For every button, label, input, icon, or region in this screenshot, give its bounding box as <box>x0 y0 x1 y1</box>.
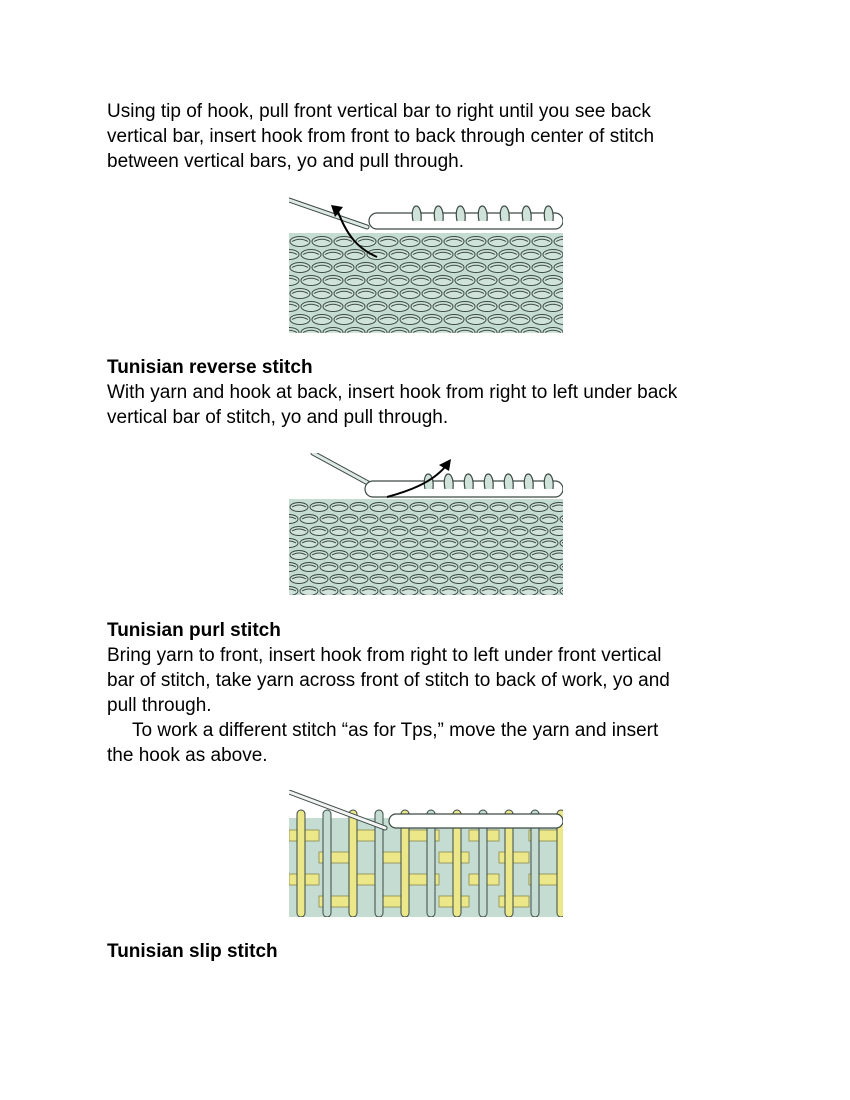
section-heading-purl-stitch: Tunisian purl stitch <box>107 620 281 641</box>
paragraph-line: vertical bar of stitch, yo and pull through. <box>107 407 449 428</box>
paragraph-line: To work a different stitch “as for Tps,” move the yarn and insert <box>132 720 659 741</box>
paragraph-line: With yarn and hook at back, insert hook from right to left under back <box>107 382 678 403</box>
reverse-stitch-paragraph <box>107 380 747 430</box>
intro-line: vertical bar, insert hook from front to back through center of stitch <box>107 126 655 147</box>
section-heading-slip-stitch: Tunisian slip stitch <box>107 941 278 962</box>
section-heading-reverse-stitch: Tunisian reverse stitch <box>107 357 313 378</box>
tunisian-knit-stitch-illustration <box>289 197 563 333</box>
paragraph-line: the hook as above. <box>107 745 268 766</box>
tunisian-purl-stitch-illustration <box>289 790 563 917</box>
paragraph-line: pull through. <box>107 695 212 716</box>
intro-line: between vertical bars, yo and pull through. <box>107 151 464 172</box>
purl-stitch-paragraph <box>107 643 747 768</box>
intro-paragraph <box>107 99 747 174</box>
paragraph-line: Bring yarn to front, insert hook from right to left under front vertical <box>107 645 662 666</box>
intro-line: Using tip of hook, pull front vertical bar to right until you see back <box>107 101 651 122</box>
tunisian-reverse-stitch-illustration <box>289 453 563 595</box>
paragraph-line: bar of stitch, take yarn across front of stitch to back of work, yo and <box>107 670 670 691</box>
